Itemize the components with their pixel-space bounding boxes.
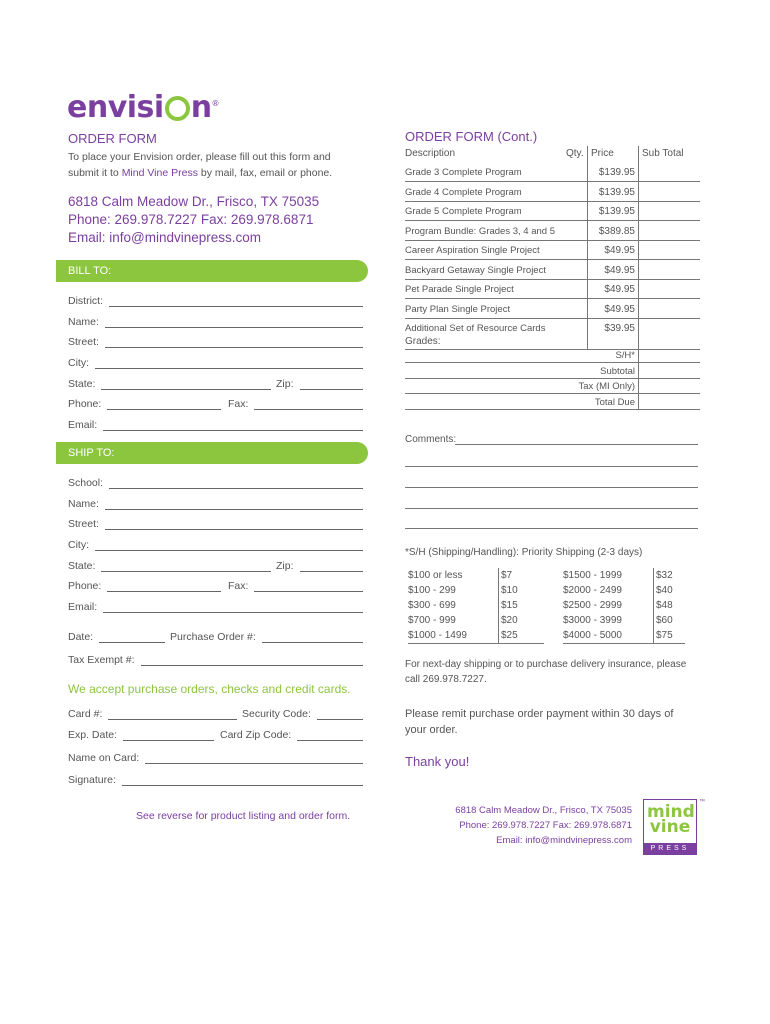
mind-vine-press-name: Mind Vine Press: [121, 167, 198, 179]
date-field[interactable]: Date:: [68, 629, 165, 643]
comments-line-5[interactable]: [405, 528, 698, 529]
item-row-line[interactable]: [405, 240, 700, 241]
header-description: Description: [405, 148, 456, 159]
next-day-note: For next-day shipping or to purchase delivery insurance, please call 269.978.7227.: [405, 659, 687, 685]
ship-city-field[interactable]: City:: [68, 537, 363, 551]
item-description: Grade 4 Complete Program: [405, 186, 522, 198]
ship-state-field[interactable]: State:: [68, 558, 271, 572]
item-row-line[interactable]: [405, 220, 700, 221]
total-line[interactable]: [405, 409, 700, 410]
mind-vine-press-logo: mind vine PRESS ™: [643, 799, 697, 855]
item-price: $39.95: [604, 323, 635, 334]
address: 6818 Calm Meadow Dr., Frisco, TX 75035: [68, 194, 320, 209]
ship-zip-field[interactable]: Zip:: [276, 558, 363, 572]
item-row-line[interactable]: [405, 298, 700, 299]
name-on-card-field[interactable]: Name on Card:: [68, 750, 363, 764]
item-row-line[interactable]: [405, 318, 700, 319]
exp-date-field[interactable]: Exp. Date:: [68, 727, 214, 741]
bill-zip-field[interactable]: Zip:: [276, 376, 363, 390]
shipping-cost: $48: [653, 598, 685, 613]
shipping-cost: $40: [653, 583, 685, 598]
shipping-cost: $10: [498, 583, 544, 598]
item-price: $139.95: [598, 206, 635, 217]
total-line[interactable]: [405, 378, 700, 379]
header-qty: Qty.: [566, 148, 584, 159]
intro-text: [68, 149, 368, 181]
item-description: Program Bundle: Grades 3, 4 and 5: [405, 225, 555, 237]
shipping-range: $1000 - 1499: [408, 628, 498, 644]
shipping-range: $100 or less: [408, 570, 463, 581]
grades-label: Grades:: [405, 336, 441, 347]
comments-line-3[interactable]: [405, 487, 698, 488]
ship-email-field[interactable]: Email:: [68, 599, 363, 613]
email[interactable]: Email: info@mindvinepress.com: [68, 230, 262, 245]
shipping-range: $3000 - 3999: [563, 615, 622, 626]
bill-email-field[interactable]: Email:: [68, 417, 363, 431]
shipping-table-left: [408, 568, 544, 644]
bill-state-field[interactable]: State:: [68, 376, 271, 390]
bill-phone-field[interactable]: Phone:: [68, 396, 221, 410]
shipping-cost: $32: [653, 568, 685, 583]
bill-name-field[interactable]: Name:: [68, 314, 363, 328]
phone-fax: Phone: 269.978.7227 Fax: 269.978.6871: [68, 212, 314, 227]
item-price: $389.85: [598, 225, 635, 237]
total-label: Tax (MI Only): [578, 381, 635, 392]
comments-line-4[interactable]: [405, 508, 698, 509]
totals-divider: [638, 350, 639, 410]
total-label: Subtotal: [600, 365, 635, 377]
item-description: Grade 5 Complete Program: [405, 206, 522, 217]
item-price: $49.95: [604, 264, 635, 276]
item-description: Party Plan Single Project: [405, 303, 511, 315]
bill-fax-field[interactable]: Fax:: [228, 396, 363, 410]
footer-contact: [420, 803, 632, 848]
item-row-line[interactable]: [405, 259, 700, 260]
header-subtotal: Sub Total: [642, 148, 684, 159]
comments-line-2[interactable]: [405, 466, 698, 467]
item-description: Additional Set of Resource Cards: [405, 323, 546, 334]
comments-label: Comments:: [405, 434, 457, 445]
ship-fax-field[interactable]: Fax:: [228, 578, 363, 592]
district-field[interactable]: District:: [68, 293, 363, 307]
bill-street-field[interactable]: Street:: [68, 334, 363, 348]
shipping-cost: $25: [498, 628, 544, 644]
order-form-title: ORDER FORM: [68, 131, 157, 146]
intro-line-2: submit it to Mind Vine Press by mail, fax, email or phone.: [68, 167, 333, 179]
shipping-range: $1500 - 1999: [563, 570, 622, 581]
footer-address: 6818 Calm Meadow Dr., Frisco, TX 75035: [455, 805, 632, 816]
accept-note: We accept purchase orders, checks and credit cards.: [68, 682, 351, 696]
ship-street-field[interactable]: Street:: [68, 516, 363, 530]
footer-email[interactable]: Email: info@mindvinepress.com: [496, 835, 632, 846]
purchase-order-field[interactable]: Purchase Order #:: [170, 629, 363, 643]
shipping-cost: $15: [498, 598, 544, 613]
item-row-line[interactable]: [405, 201, 700, 202]
item-description: Backyard Getaway Single Project: [405, 264, 546, 276]
shipping-range: $100 - 299: [408, 585, 456, 596]
security-code-field[interactable]: Security Code:: [242, 706, 363, 720]
item-price: $139.95: [598, 186, 635, 198]
item-price: $49.95: [604, 245, 635, 256]
header-price: Price: [591, 148, 614, 159]
remit-note: Please remit purchase order payment within 30 days of your order.: [405, 708, 674, 736]
logo-text: envisi: [67, 90, 164, 125]
logo-text-end: n: [190, 90, 212, 125]
logo-registered-mark: ®: [211, 99, 220, 108]
item-description: Grade 3 Complete Program: [405, 167, 522, 178]
shipping-range: $2000 - 2499: [563, 585, 622, 596]
logo-o-ring: [165, 96, 190, 121]
card-number-field[interactable]: Card #:: [68, 706, 237, 720]
item-description: Pet Parade Single Project: [405, 284, 514, 295]
comments-line-1[interactable]: [455, 444, 698, 445]
item-row-line[interactable]: [405, 279, 700, 280]
shipping-note: *S/H (Shipping/Handling): Priority Shipping (2-3 days): [405, 547, 643, 558]
shipping-range: $2500 - 2999: [563, 600, 622, 611]
shipping-cost: $7: [498, 568, 544, 583]
tax-exempt-field[interactable]: Tax Exempt #:: [68, 652, 363, 666]
shipping-table-right: [563, 568, 685, 644]
shipping-range: $4000 - 5000: [563, 628, 653, 644]
see-reverse-note: See reverse for product listing and order form.: [136, 810, 351, 822]
item-price: $49.95: [604, 303, 635, 315]
item-description: Career Aspiration Single Project: [405, 245, 540, 256]
shipping-cost: $60: [653, 613, 685, 628]
order-form-cont-title: ORDER FORM (Cont.): [405, 129, 538, 144]
shipping-range: $700 - 999: [408, 615, 456, 626]
school-field[interactable]: School:: [68, 475, 363, 489]
shipping-cost: $20: [498, 613, 544, 628]
bill-city-field[interactable]: City:: [68, 355, 363, 369]
item-price: $49.95: [604, 284, 635, 295]
thank-you: Thank you!: [405, 754, 470, 769]
item-price: $139.95: [598, 167, 635, 178]
total-line[interactable]: [405, 362, 700, 363]
ship-name-field[interactable]: Name:: [68, 496, 363, 510]
ship-to-banner: SHIP TO:: [56, 442, 368, 464]
footer-phone: Phone: 269.978.7227 Fax: 269.978.6871: [459, 820, 632, 831]
total-line[interactable]: [405, 393, 700, 394]
item-row-line[interactable]: [405, 181, 700, 182]
ship-phone-field[interactable]: Phone:: [68, 578, 221, 592]
price-subtotal-divider: [638, 146, 639, 350]
signature-field[interactable]: Signature:: [68, 772, 363, 786]
shipping-cost: $75: [653, 628, 685, 644]
total-label: Total Due: [594, 396, 635, 408]
contact-block: [68, 193, 319, 247]
card-zip-field[interactable]: Card Zip Code:: [220, 727, 363, 741]
envision-logo: [67, 90, 219, 125]
shipping-range: $300 - 699: [408, 600, 456, 611]
total-label: S/H*: [615, 350, 635, 361]
bill-to-banner: BILL TO:: [56, 260, 368, 282]
intro-line-1: To place your Envision order, please fill out this form and: [68, 151, 331, 163]
